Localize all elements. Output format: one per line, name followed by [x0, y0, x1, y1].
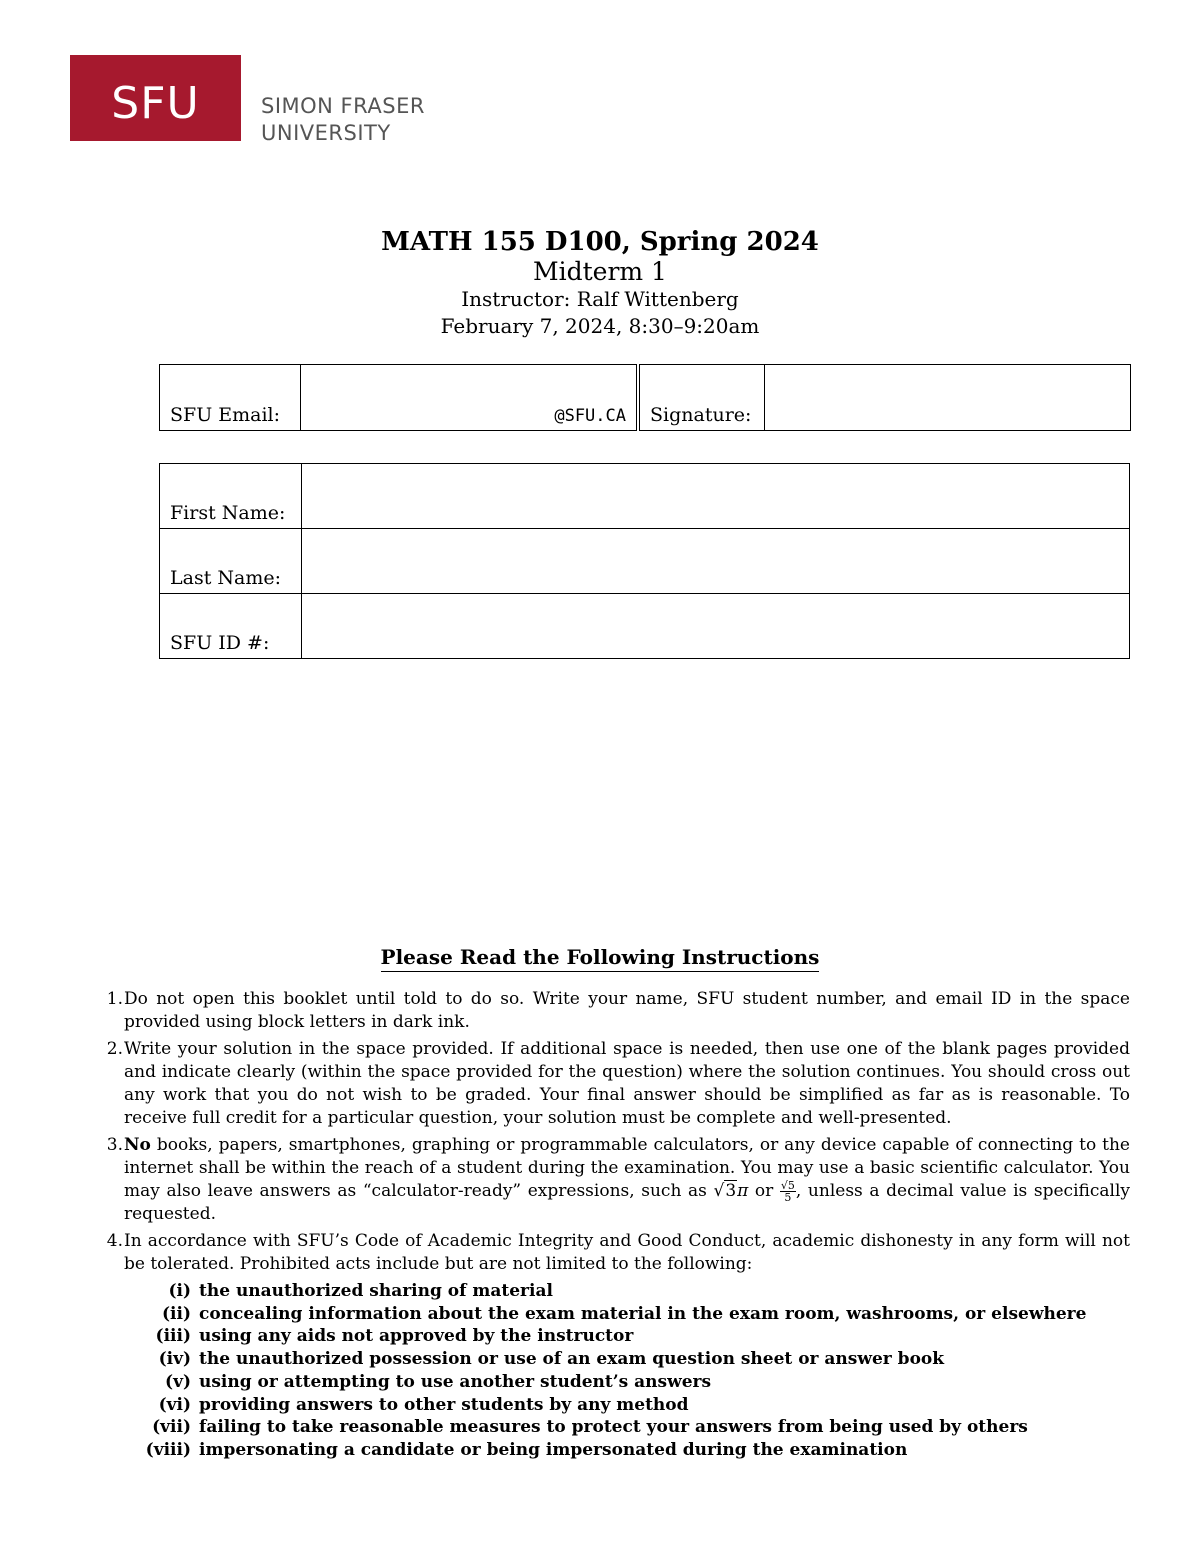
- exam-name: Midterm 1: [533, 257, 667, 286]
- logo-line-1: SIMON FRASER: [261, 94, 425, 118]
- prohibited-act-text: providing answers to other students by any method: [199, 1394, 689, 1415]
- instructor: Instructor: Ralf Wittenberg: [461, 287, 739, 311]
- sfu-logo: [70, 55, 425, 147]
- math-sqrt5-over-5: $\frac{√5}{5}$: [780, 1179, 795, 1204]
- pi-symbol: π: [737, 1181, 749, 1201]
- exam-date: February 7, 2024, 8:30–9:20am: [440, 314, 760, 338]
- last-name-label: Last Name:: [160, 529, 302, 594]
- email-label: SFU Email:: [160, 365, 301, 431]
- instruction-number: 4.: [106, 1231, 123, 1251]
- prohibited-act-text: the unauthorized sharing of material: [199, 1281, 553, 1301]
- instruction-number: 1.: [106, 989, 123, 1009]
- prohibited-act-number: (vi): [158, 1394, 191, 1415]
- first-name-field[interactable]: [302, 464, 1130, 529]
- instruction-text-part-a: books, papers, smartphones, graphing or programmable calculators, or any device capable of connecting to the internet shall be within the reach of a student during the examination. You may use a basic scientific calculator. You may also leave answers as “calculator-ready” expressions, such as: [124, 1135, 1130, 1201]
- prohibited-act-number: (vii): [152, 1417, 191, 1438]
- instruction-bold-word: No: [124, 1135, 151, 1155]
- prohibited-act-text: using any aids not approved by the instructor: [199, 1326, 634, 1347]
- instruction-number: 2.: [106, 1039, 123, 1059]
- instruction-number: 3.: [106, 1135, 123, 1155]
- instruction-item: [95, 1230, 1130, 1462]
- instruction-item: [95, 1134, 1130, 1226]
- math-sqrt3-pi: √3π: [713, 1181, 749, 1201]
- prohibited-act-text: concealing information about the exam material in the exam room, washrooms, or elsewhere: [199, 1303, 1087, 1324]
- instruction-text: Do not open this booklet until told to do so. Write your name, SFU student number, and email ID in the space provided using block letters in dark ink.: [124, 989, 1130, 1032]
- prohibited-act-number: (iv): [158, 1349, 191, 1370]
- first-name-label: First Name:: [160, 464, 302, 529]
- sfu-id-field[interactable]: [302, 594, 1130, 659]
- sfu-logo-wordmark: [261, 93, 425, 147]
- instruction-or: or: [748, 1181, 780, 1201]
- prohibited-act: [124, 1439, 1130, 1462]
- prohibited-act: [124, 1416, 1130, 1439]
- signature-field[interactable]: [765, 365, 1131, 431]
- instruction-item: [95, 988, 1130, 1034]
- instruction-text-body: In accordance with SFU’s Code of Academic Integrity and Good Conduct, academic dishonesty in any form will not be tolerated. Prohibited acts include but are not limited to the following:: [124, 1231, 1130, 1274]
- prohibited-act-number: (viii): [145, 1439, 191, 1460]
- email-field[interactable]: [301, 365, 639, 431]
- prohibited-act-number: (i): [168, 1281, 191, 1301]
- prohibited-act-number: (ii): [161, 1303, 191, 1324]
- prohibited-act: [124, 1394, 1130, 1417]
- sfu-id-label: SFU ID #:: [160, 594, 302, 659]
- prohibited-acts-list: [124, 1280, 1130, 1462]
- signature-label: Signature:: [638, 365, 765, 431]
- last-name-field[interactable]: [302, 529, 1130, 594]
- instruction-item: [95, 1038, 1130, 1130]
- prohibited-act-text: using or attempting to use another student’s answers: [199, 1371, 712, 1392]
- frac-numerator: 5: [787, 1179, 795, 1192]
- email-signature-table: [159, 364, 1131, 431]
- instructions-list: [95, 988, 1130, 1466]
- instruction-text: [124, 1230, 1130, 1462]
- prohibited-act: [124, 1371, 1130, 1394]
- prohibited-act: [124, 1303, 1130, 1326]
- prohibited-act-number: (iii): [155, 1326, 191, 1347]
- prohibited-act-text: failing to take reasonable measures to protect your answers from being used by others: [199, 1417, 1028, 1438]
- instruction-text: [124, 1134, 1130, 1226]
- prohibited-act: [124, 1280, 1130, 1303]
- prohibited-act: [124, 1325, 1130, 1348]
- prohibited-act-text: impersonating a candidate or being impersonated during the examination: [199, 1439, 908, 1460]
- prohibited-act-number: (v): [165, 1371, 191, 1392]
- prohibited-act-text: the unauthorized possession or use of an exam question sheet or answer book: [199, 1349, 945, 1370]
- instructions-heading: [0, 945, 1200, 969]
- sfu-logo-mark: SFU: [111, 77, 200, 129]
- sqrt-radicand: 3: [725, 1181, 737, 1201]
- instruction-text: Write your solution in the space provided. If additional space is needed, then use one of the blank pages provided and indicate clearly (within the space provided for the question) where the solution continues. You should cross out any work that you do not wish to be graded. Your final answer should be simplified as far as is reasonable. To receive full credit for a particular question, your solution must be complete and well-presented.: [124, 1039, 1130, 1128]
- instruction-text-part-b: , unless a decimal value is specifically requested.: [124, 1181, 1130, 1224]
- student-info-table: [159, 463, 1130, 659]
- instructions-heading-text: Please Read the Following Instructions: [381, 945, 820, 972]
- frac-denominator: 5: [784, 1191, 792, 1204]
- logo-line-2: UNIVERSITY: [261, 121, 391, 145]
- email-suffix: @SFU.CA: [554, 406, 626, 426]
- course-title: MATH 155 D100, Spring 2024: [381, 227, 819, 257]
- prohibited-act: [124, 1348, 1130, 1371]
- exam-title-block: [0, 226, 1200, 340]
- sfu-logo-box: [70, 55, 241, 141]
